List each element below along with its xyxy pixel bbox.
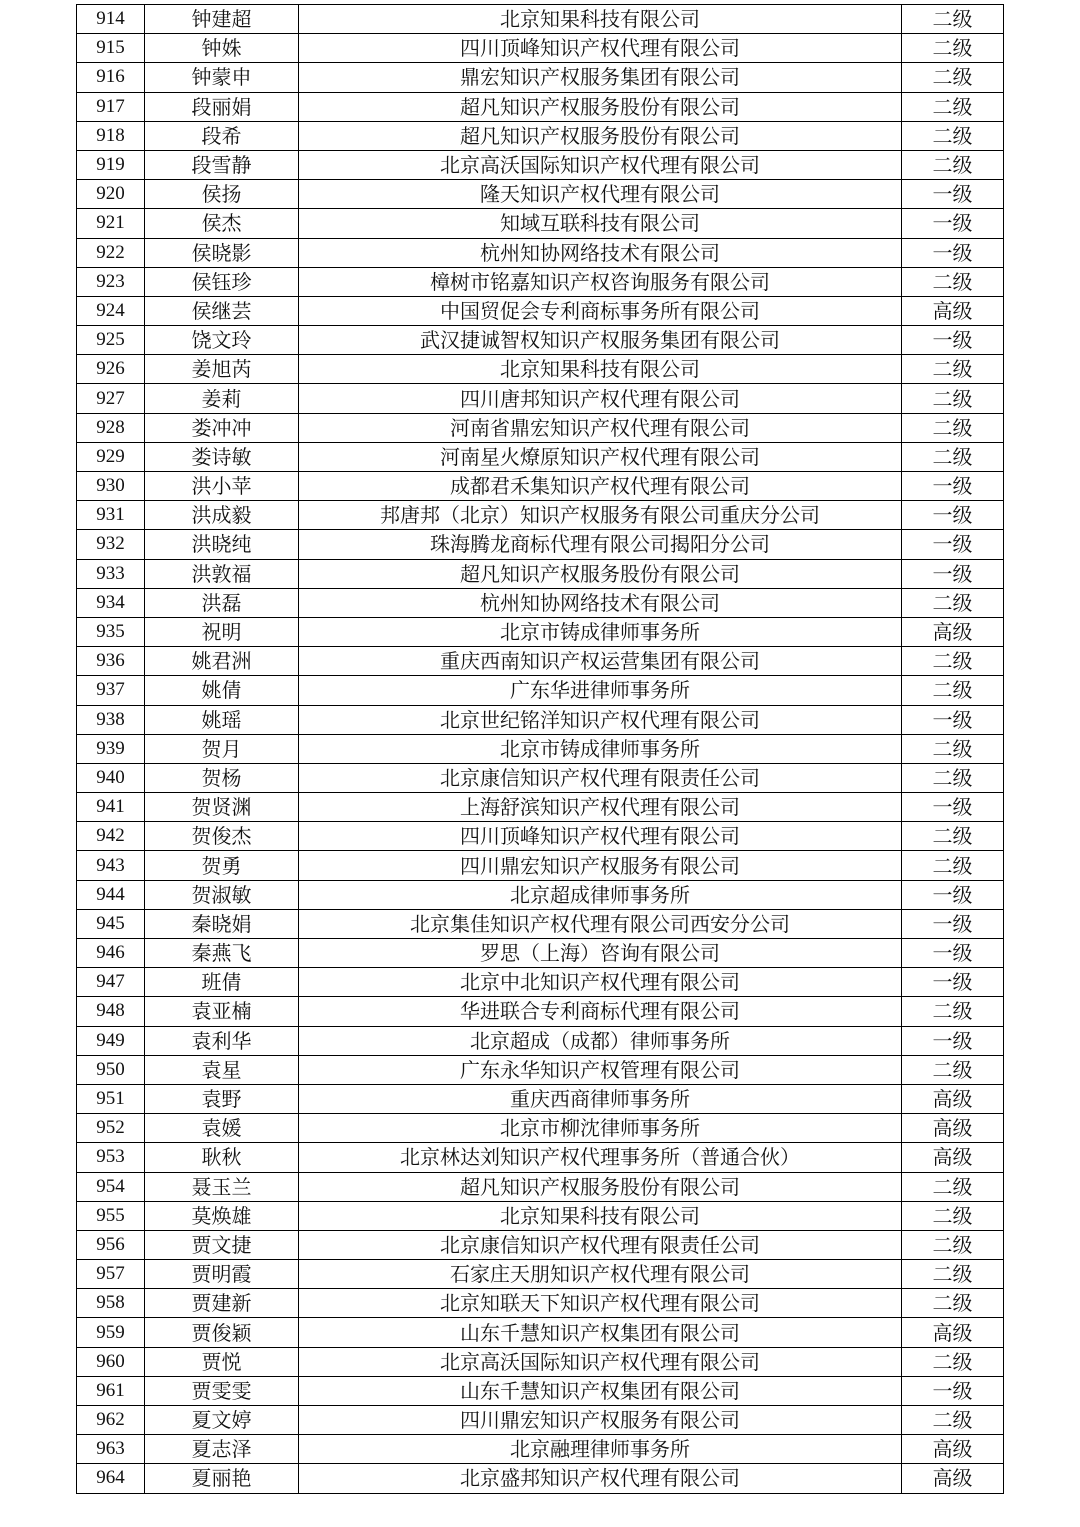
table-row (77, 355, 1004, 384)
organization-cell: 北京知果科技有限公司 (299, 1201, 902, 1230)
row-number-cell: 926 (77, 355, 145, 384)
organization-cell: 四川鼎宏知识产权服务有限公司 (299, 1406, 902, 1435)
organization-cell: 邦唐邦（北京）知识产权服务有限公司重庆分公司 (299, 501, 902, 530)
person-name-cell: 贾建新 (145, 1289, 299, 1318)
person-name-cell: 钟姝 (145, 34, 299, 63)
table-row (77, 763, 1004, 792)
person-name-cell: 贺俊杰 (145, 822, 299, 851)
person-name-cell: 侯晓影 (145, 238, 299, 267)
level-cell: 一级 (902, 880, 1004, 909)
person-name-cell: 班倩 (145, 968, 299, 997)
level-cell: 二级 (902, 734, 1004, 763)
person-name-cell: 贾俊颖 (145, 1318, 299, 1347)
organization-cell: 广东永华知识产权管理有限公司 (299, 1055, 902, 1084)
row-number-cell: 936 (77, 647, 145, 676)
organization-cell: 北京康信知识产权代理有限责任公司 (299, 1230, 902, 1259)
person-name-cell: 贾悦 (145, 1347, 299, 1376)
table-row (77, 968, 1004, 997)
row-number-cell: 947 (77, 968, 145, 997)
organization-cell: 四川唐邦知识产权代理有限公司 (299, 384, 902, 413)
table-row (77, 530, 1004, 559)
row-number-cell: 952 (77, 1114, 145, 1143)
organization-cell: 四川顶峰知识产权代理有限公司 (299, 822, 902, 851)
level-cell: 高级 (902, 1318, 1004, 1347)
table-row (77, 588, 1004, 617)
organization-cell: 杭州知协网络技术有限公司 (299, 588, 902, 617)
organization-cell: 北京高沃国际知识产权代理有限公司 (299, 150, 902, 179)
level-cell: 二级 (902, 1172, 1004, 1201)
person-name-cell: 姜旭芮 (145, 355, 299, 384)
row-number-cell: 919 (77, 150, 145, 179)
organization-cell: 杭州知协网络技术有限公司 (299, 238, 902, 267)
person-name-cell: 钟建超 (145, 5, 299, 34)
person-name-cell: 聂玉兰 (145, 1172, 299, 1201)
level-cell: 二级 (902, 63, 1004, 92)
organization-cell: 四川顶峰知识产权代理有限公司 (299, 34, 902, 63)
table-row (77, 267, 1004, 296)
level-cell: 二级 (902, 588, 1004, 617)
table-row (77, 559, 1004, 588)
row-number-cell: 948 (77, 997, 145, 1026)
organization-cell: 北京林达刘知识产权代理事务所（普通合伙） (299, 1143, 902, 1172)
row-number-cell: 964 (77, 1464, 145, 1493)
person-name-cell: 袁野 (145, 1084, 299, 1113)
organization-cell: 上海舒滨知识产权代理有限公司 (299, 793, 902, 822)
level-cell: 二级 (902, 5, 1004, 34)
row-number-cell: 918 (77, 121, 145, 150)
person-name-cell: 侯钰珍 (145, 267, 299, 296)
row-number-cell: 944 (77, 880, 145, 909)
person-name-cell: 洪磊 (145, 588, 299, 617)
organization-cell: 北京市铸成律师事务所 (299, 734, 902, 763)
organization-cell: 隆天知识产权代理有限公司 (299, 180, 902, 209)
level-cell: 高级 (902, 1464, 1004, 1493)
level-cell: 二级 (902, 1347, 1004, 1376)
table-row (77, 793, 1004, 822)
organization-cell: 超凡知识产权服务股份有限公司 (299, 559, 902, 588)
organization-cell: 山东千慧知识产权集团有限公司 (299, 1376, 902, 1405)
row-number-cell: 958 (77, 1289, 145, 1318)
person-name-cell: 姚倩 (145, 676, 299, 705)
level-cell: 二级 (902, 355, 1004, 384)
person-name-cell: 莫焕雄 (145, 1201, 299, 1230)
table-row (77, 296, 1004, 325)
level-cell: 二级 (902, 1230, 1004, 1259)
table-row (77, 92, 1004, 121)
table-row (77, 617, 1004, 646)
level-cell: 二级 (902, 1055, 1004, 1084)
row-number-cell: 916 (77, 63, 145, 92)
level-cell: 一级 (902, 238, 1004, 267)
table-row (77, 1406, 1004, 1435)
organization-cell: 超凡知识产权服务股份有限公司 (299, 92, 902, 121)
table-row (77, 413, 1004, 442)
person-name-cell: 侯继芸 (145, 296, 299, 325)
organization-cell: 重庆西南知识产权运营集团有限公司 (299, 647, 902, 676)
level-cell: 高级 (902, 617, 1004, 646)
level-cell: 二级 (902, 822, 1004, 851)
level-cell: 二级 (902, 676, 1004, 705)
table-row (77, 1201, 1004, 1230)
level-cell: 二级 (902, 851, 1004, 880)
row-number-cell: 946 (77, 939, 145, 968)
person-name-cell: 贺贤渊 (145, 793, 299, 822)
row-number-cell: 954 (77, 1172, 145, 1201)
level-cell: 一级 (902, 909, 1004, 938)
level-cell: 二级 (902, 267, 1004, 296)
level-cell: 一级 (902, 326, 1004, 355)
row-number-cell: 917 (77, 92, 145, 121)
row-number-cell: 930 (77, 472, 145, 501)
table-row (77, 851, 1004, 880)
row-number-cell: 931 (77, 501, 145, 530)
row-number-cell: 920 (77, 180, 145, 209)
person-name-cell: 侯扬 (145, 180, 299, 209)
row-number-cell: 962 (77, 1406, 145, 1435)
row-number-cell: 943 (77, 851, 145, 880)
organization-cell: 河南星火燎原知识产权代理有限公司 (299, 442, 902, 471)
table-row (77, 180, 1004, 209)
person-name-cell: 秦燕飞 (145, 939, 299, 968)
level-cell: 二级 (902, 150, 1004, 179)
organization-cell: 北京高沃国际知识产权代理有限公司 (299, 1347, 902, 1376)
organization-cell: 中国贸促会专利商标事务所有限公司 (299, 296, 902, 325)
level-cell: 二级 (902, 1289, 1004, 1318)
person-name-cell: 段希 (145, 121, 299, 150)
row-number-cell: 953 (77, 1143, 145, 1172)
person-name-cell: 秦晓娟 (145, 909, 299, 938)
table-row (77, 501, 1004, 530)
organization-cell: 北京知果科技有限公司 (299, 5, 902, 34)
row-number-cell: 938 (77, 705, 145, 734)
table-row (77, 1230, 1004, 1259)
organization-cell: 樟树市铭嘉知识产权咨询服务有限公司 (299, 267, 902, 296)
level-cell: 高级 (902, 1114, 1004, 1143)
level-cell: 二级 (902, 1201, 1004, 1230)
person-name-cell: 耿秋 (145, 1143, 299, 1172)
row-number-cell: 934 (77, 588, 145, 617)
table-row (77, 5, 1004, 34)
table-row (77, 1143, 1004, 1172)
organization-cell: 北京盛邦知识产权代理有限公司 (299, 1464, 902, 1493)
level-cell: 一级 (902, 501, 1004, 530)
level-cell: 一级 (902, 472, 1004, 501)
table-row (77, 1055, 1004, 1084)
table-row (77, 909, 1004, 938)
table-row (77, 1376, 1004, 1405)
person-name-cell: 夏丽艳 (145, 1464, 299, 1493)
row-number-cell: 950 (77, 1055, 145, 1084)
organization-cell: 北京市柳沈律师事务所 (299, 1114, 902, 1143)
row-number-cell: 925 (77, 326, 145, 355)
organization-cell: 罗思（上海）咨询有限公司 (299, 939, 902, 968)
row-number-cell: 941 (77, 793, 145, 822)
level-cell: 二级 (902, 34, 1004, 63)
person-name-cell: 贾明霞 (145, 1260, 299, 1289)
organization-cell: 山东千慧知识产权集团有限公司 (299, 1318, 902, 1347)
row-number-cell: 945 (77, 909, 145, 938)
organization-cell: 四川鼎宏知识产权服务有限公司 (299, 851, 902, 880)
roster-table-body (77, 5, 1004, 1494)
table-row (77, 822, 1004, 851)
organization-cell: 北京中北知识产权代理有限公司 (299, 968, 902, 997)
level-cell: 一级 (902, 530, 1004, 559)
table-row (77, 150, 1004, 179)
person-name-cell: 段丽娟 (145, 92, 299, 121)
row-number-cell: 949 (77, 1026, 145, 1055)
organization-cell: 北京超成（成都）律师事务所 (299, 1026, 902, 1055)
organization-cell: 石家庄天朋知识产权代理有限公司 (299, 1260, 902, 1289)
person-name-cell: 袁亚楠 (145, 997, 299, 1026)
organization-cell: 珠海腾龙商标代理有限公司揭阳分公司 (299, 530, 902, 559)
person-name-cell: 洪成毅 (145, 501, 299, 530)
person-name-cell: 祝明 (145, 617, 299, 646)
person-name-cell: 娄冲冲 (145, 413, 299, 442)
person-name-cell: 姜莉 (145, 384, 299, 413)
person-name-cell: 袁星 (145, 1055, 299, 1084)
table-row (77, 1289, 1004, 1318)
row-number-cell: 960 (77, 1347, 145, 1376)
row-number-cell: 942 (77, 822, 145, 851)
row-number-cell: 914 (77, 5, 145, 34)
row-number-cell: 955 (77, 1201, 145, 1230)
row-number-cell: 956 (77, 1230, 145, 1259)
row-number-cell: 957 (77, 1260, 145, 1289)
level-cell: 高级 (902, 1084, 1004, 1113)
table-row (77, 1172, 1004, 1201)
person-name-cell: 洪小苹 (145, 472, 299, 501)
level-cell: 高级 (902, 1143, 1004, 1172)
level-cell: 二级 (902, 997, 1004, 1026)
organization-cell: 超凡知识产权服务股份有限公司 (299, 1172, 902, 1201)
person-name-cell: 贺勇 (145, 851, 299, 880)
organization-cell: 广东华进律师事务所 (299, 676, 902, 705)
level-cell: 一级 (902, 939, 1004, 968)
table-row (77, 1318, 1004, 1347)
level-cell: 一级 (902, 968, 1004, 997)
table-row (77, 1260, 1004, 1289)
organization-cell: 武汉捷诚智权知识产权服务集团有限公司 (299, 326, 902, 355)
person-name-cell: 姚君洲 (145, 647, 299, 676)
table-row (77, 1464, 1004, 1493)
person-name-cell: 洪晓纯 (145, 530, 299, 559)
level-cell: 二级 (902, 121, 1004, 150)
level-cell: 一级 (902, 559, 1004, 588)
row-number-cell: 922 (77, 238, 145, 267)
person-name-cell: 侯杰 (145, 209, 299, 238)
table-row (77, 939, 1004, 968)
organization-cell: 北京超成律师事务所 (299, 880, 902, 909)
row-number-cell: 939 (77, 734, 145, 763)
table-row (77, 1026, 1004, 1055)
person-name-cell: 娄诗敏 (145, 442, 299, 471)
row-number-cell: 927 (77, 384, 145, 413)
table-row (77, 1114, 1004, 1143)
level-cell: 二级 (902, 763, 1004, 792)
table-row (77, 63, 1004, 92)
table-row (77, 1347, 1004, 1376)
level-cell: 二级 (902, 384, 1004, 413)
organization-cell: 成都君禾集知识产权代理有限公司 (299, 472, 902, 501)
row-number-cell: 935 (77, 617, 145, 646)
organization-cell: 超凡知识产权服务股份有限公司 (299, 121, 902, 150)
person-name-cell: 钟蒙申 (145, 63, 299, 92)
level-cell: 二级 (902, 413, 1004, 442)
roster-table (76, 4, 1004, 1494)
row-number-cell: 928 (77, 413, 145, 442)
table-row (77, 121, 1004, 150)
level-cell: 二级 (902, 92, 1004, 121)
person-name-cell: 袁利华 (145, 1026, 299, 1055)
row-number-cell: 937 (77, 676, 145, 705)
row-number-cell: 921 (77, 209, 145, 238)
person-name-cell: 洪敦福 (145, 559, 299, 588)
organization-cell: 知域互联科技有限公司 (299, 209, 902, 238)
organization-cell: 北京融理律师事务所 (299, 1435, 902, 1464)
organization-cell: 鼎宏知识产权服务集团有限公司 (299, 63, 902, 92)
table-row (77, 880, 1004, 909)
organization-cell: 华进联合专利商标代理有限公司 (299, 997, 902, 1026)
organization-cell: 北京市铸成律师事务所 (299, 617, 902, 646)
level-cell: 高级 (902, 296, 1004, 325)
level-cell: 一级 (902, 209, 1004, 238)
row-number-cell: 932 (77, 530, 145, 559)
row-number-cell: 961 (77, 1376, 145, 1405)
table-row (77, 1084, 1004, 1113)
organization-cell: 北京知果科技有限公司 (299, 355, 902, 384)
person-name-cell: 贾雯雯 (145, 1376, 299, 1405)
row-number-cell: 924 (77, 296, 145, 325)
organization-cell: 重庆西商律师事务所 (299, 1084, 902, 1113)
table-row (77, 705, 1004, 734)
row-number-cell: 923 (77, 267, 145, 296)
person-name-cell: 袁媛 (145, 1114, 299, 1143)
organization-cell: 河南省鼎宏知识产权代理有限公司 (299, 413, 902, 442)
table-row (77, 647, 1004, 676)
level-cell: 高级 (902, 1435, 1004, 1464)
level-cell: 一级 (902, 180, 1004, 209)
table-row (77, 676, 1004, 705)
person-name-cell: 姚瑶 (145, 705, 299, 734)
person-name-cell: 贺杨 (145, 763, 299, 792)
row-number-cell: 963 (77, 1435, 145, 1464)
table-row (77, 384, 1004, 413)
organization-cell: 北京康信知识产权代理有限责任公司 (299, 763, 902, 792)
row-number-cell: 951 (77, 1084, 145, 1113)
person-name-cell: 夏文婷 (145, 1406, 299, 1435)
level-cell: 一级 (902, 793, 1004, 822)
row-number-cell: 959 (77, 1318, 145, 1347)
person-name-cell: 饶文玲 (145, 326, 299, 355)
organization-cell: 北京集佳知识产权代理有限公司西安分公司 (299, 909, 902, 938)
table-row (77, 34, 1004, 63)
level-cell: 二级 (902, 647, 1004, 676)
level-cell: 一级 (902, 705, 1004, 734)
table-row (77, 472, 1004, 501)
level-cell: 二级 (902, 442, 1004, 471)
organization-cell: 北京知联天下知识产权代理有限公司 (299, 1289, 902, 1318)
level-cell: 二级 (902, 1406, 1004, 1435)
organization-cell: 北京世纪铭洋知识产权代理有限公司 (299, 705, 902, 734)
level-cell: 一级 (902, 1026, 1004, 1055)
person-name-cell: 贾文捷 (145, 1230, 299, 1259)
table-row (77, 326, 1004, 355)
person-name-cell: 夏志泽 (145, 1435, 299, 1464)
level-cell: 一级 (902, 1376, 1004, 1405)
level-cell: 二级 (902, 1260, 1004, 1289)
row-number-cell: 940 (77, 763, 145, 792)
table-row (77, 997, 1004, 1026)
person-name-cell: 贺月 (145, 734, 299, 763)
table-row (77, 1435, 1004, 1464)
person-name-cell: 贺淑敏 (145, 880, 299, 909)
row-number-cell: 915 (77, 34, 145, 63)
row-number-cell: 929 (77, 442, 145, 471)
row-number-cell: 933 (77, 559, 145, 588)
table-row (77, 238, 1004, 267)
table-row (77, 442, 1004, 471)
table-row (77, 209, 1004, 238)
person-name-cell: 段雪静 (145, 150, 299, 179)
table-row (77, 734, 1004, 763)
